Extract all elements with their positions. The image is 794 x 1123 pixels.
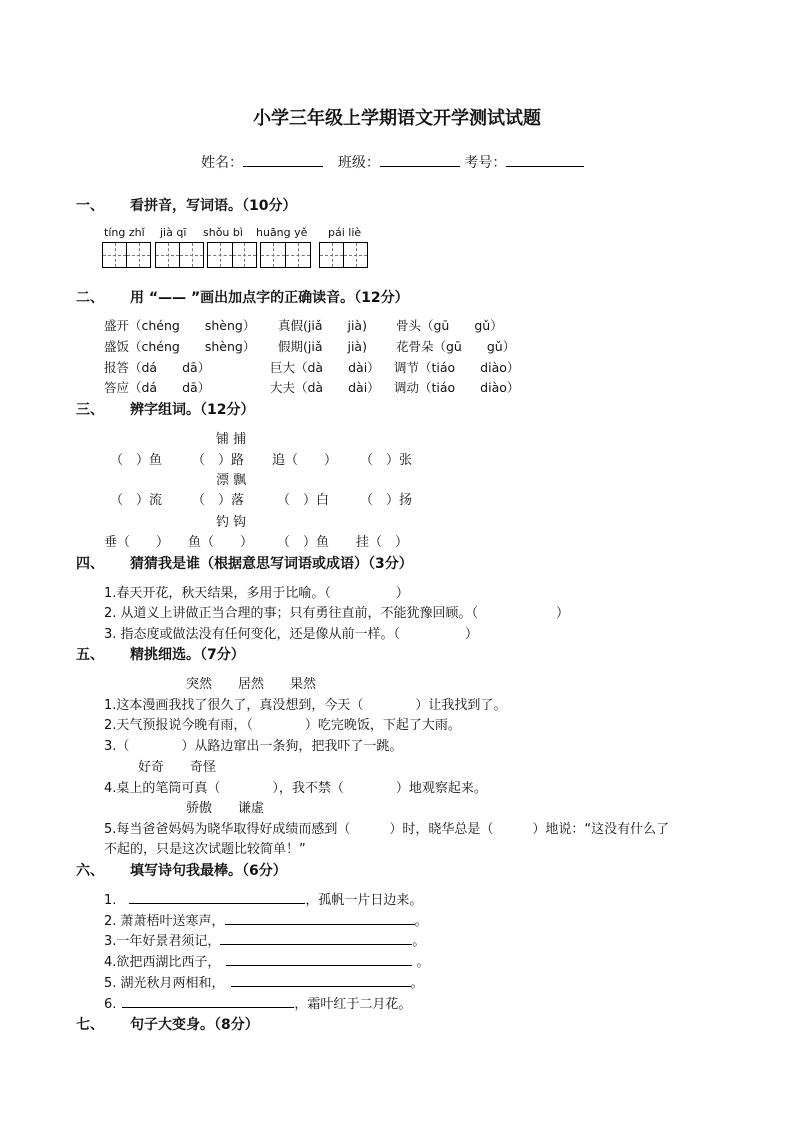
poem-blank[interactable]: [225, 911, 415, 925]
word-blank[interactable]: 追（ ）: [272, 453, 338, 468]
guess-item-3[interactable]: 3. 指态度或做法没有任何变化，还是像从前一样。（ ）: [104, 627, 479, 642]
reading-item[interactable]: 报答（dá dā）: [104, 360, 211, 375]
poem-item-1: 1. ，孤帆一片日边来。: [104, 889, 422, 908]
section-2-heading: [76, 287, 409, 307]
word-blank[interactable]: 垂（ ）: [104, 535, 170, 550]
char-pair-2: 漂 飘: [216, 473, 247, 488]
section-title: 填写诗句我最棒。（6分）: [130, 863, 287, 879]
reading-item[interactable]: 花骨朵（gū gǔ）: [396, 339, 516, 354]
section-number: 五、: [76, 647, 104, 663]
poem-item-4: 4.欲把西湖比西子， 。: [104, 951, 430, 970]
section-number: 二、: [76, 290, 104, 306]
guess-item-2[interactable]: 2. 从道义上讲做正当合理的事；只有勇往直前，不能犹豫回顾。（ ）: [104, 606, 570, 621]
class-blank[interactable]: [380, 152, 460, 167]
reading-item[interactable]: 假期(jiǎ jià): [278, 339, 367, 354]
reading-item[interactable]: 调节（tiáo diào）: [394, 360, 520, 375]
poem-item-6: 6. ，霜叶红于二月花。: [104, 993, 411, 1012]
choice-item-4[interactable]: 4.桌上的笔筒可真（ ），我不禁（ ）地观察起来。: [104, 781, 487, 796]
section-title: 用 “—— ”画出加点字的正确读音。（12分）: [130, 290, 409, 306]
section-6-heading: [76, 860, 287, 880]
reading-item[interactable]: 盛饭（chéng shèng）: [104, 339, 256, 354]
reading-item[interactable]: 真假(jiǎ jià): [278, 318, 367, 333]
reading-item[interactable]: 大夫（dà dài）: [270, 380, 380, 395]
choice-item-3[interactable]: 3.（ ）从路边窜出一条狗，把我吓了一跳。: [104, 739, 403, 754]
word-blank[interactable]: （ ）白: [277, 493, 330, 508]
reading-item[interactable]: 巨大（dà dài）: [270, 360, 380, 375]
section-7-heading: [76, 1014, 259, 1034]
tianzi-box-5[interactable]: [319, 242, 368, 268]
class-label: 班级：: [337, 155, 380, 171]
word-choices-1: 突然 居然 果然: [186, 677, 317, 692]
reading-item[interactable]: 调动（tiáo diào）: [394, 380, 520, 395]
choice-item-1[interactable]: 1.这本漫画我找了很久了，真没想到，今天（ ）让我找到了。: [104, 698, 507, 713]
reading-item[interactable]: 盛开（chéng shèng）: [104, 318, 256, 333]
exam-no-blank[interactable]: [506, 152, 584, 167]
word-blank[interactable]: 挂（ ）: [356, 535, 409, 550]
guess-item-1[interactable]: 1.春天开花，秋天结果，多用于比喻。（ ）: [104, 586, 409, 601]
choice-item-5[interactable]: 5.每当爸爸妈妈为晓华取得好成绩而感到（ ）时，晓华总是（ ）地说：“这没有什么了: [104, 822, 670, 837]
section-title: 辨字组词。（12分）: [130, 402, 255, 418]
word-choices-3: 骄傲 谦虚: [186, 801, 265, 816]
name-label: 姓名：: [201, 155, 243, 171]
section-number: 七、: [76, 1017, 104, 1033]
tianzi-box-3[interactable]: [207, 242, 257, 268]
word-blank[interactable]: （ ）流: [110, 493, 163, 508]
section-title: 看拼音，写词语。（10分）: [130, 198, 297, 214]
word-blank[interactable]: （ ）扬: [360, 493, 413, 508]
reading-item[interactable]: 骨头（gū gǔ）: [396, 318, 503, 333]
page-title: 小学三年级上学期语文开学测试试题: [253, 108, 541, 129]
word-blank[interactable]: （ ）张: [360, 453, 413, 468]
section-title: 猜猜我是谁（根据意思写词语或成语）（3分）: [130, 556, 413, 572]
word-blank[interactable]: （ ）鱼: [277, 535, 330, 550]
poem-item-5: 5. 湖光秋月两相和， 。: [104, 972, 424, 991]
poem-blank[interactable]: [220, 931, 412, 945]
char-pair-1: 铺 捕: [216, 432, 247, 447]
pinyin-2: jià qī: [160, 226, 187, 239]
pinyin-1: tíng zhǐ: [104, 226, 145, 239]
section-number: 一、: [76, 198, 104, 214]
section-1-heading: [76, 195, 296, 215]
pinyin-3: shǒu bì: [203, 226, 243, 239]
poem-blank[interactable]: [231, 973, 411, 987]
section-4-heading: [76, 553, 413, 573]
poem-blank[interactable]: [122, 994, 294, 1008]
tianzi-box-1[interactable]: [102, 242, 151, 268]
word-blank[interactable]: （ ）落: [192, 493, 245, 508]
poem-blank[interactable]: [129, 890, 305, 904]
reading-item[interactable]: 答应（dá dā）: [104, 380, 211, 395]
section-number: 四、: [76, 556, 104, 572]
pinyin-4: huāng yě: [256, 226, 308, 239]
student-info: [201, 152, 584, 172]
section-title: 句子大变身。（8分）: [130, 1017, 259, 1033]
word-blank[interactable]: （ ）路: [192, 453, 245, 468]
exam-no-label: 考号：: [464, 155, 507, 171]
section-5-heading: [76, 644, 245, 664]
poem-item-2: 2. 萧萧梧叶送寒声， 。: [104, 910, 428, 929]
word-blank[interactable]: （ ）鱼: [110, 453, 163, 468]
section-3-heading: [76, 399, 254, 419]
tianzi-box-2[interactable]: [155, 242, 204, 268]
name-blank[interactable]: [243, 152, 323, 167]
section-number: 三、: [76, 402, 104, 418]
char-pair-3: 钓 钩: [216, 515, 247, 530]
tianzi-box-4[interactable]: [260, 242, 311, 268]
section-number: 六、: [76, 863, 104, 879]
choice-item-2[interactable]: 2.天气预报说今晚有雨，（ ）吃完晚饭，下起了大雨。: [104, 718, 461, 733]
choice-item-5-cont: 不起的，只是这次试题比较简单！”: [104, 842, 306, 857]
word-choices-2: 好奇 奇怪: [138, 760, 217, 775]
poem-item-3: 3.一年好景君须记， 。: [104, 930, 425, 949]
section-title: 精挑细选。（7分）: [130, 647, 245, 663]
pinyin-5: pái liè: [328, 226, 362, 239]
poem-blank[interactable]: [226, 952, 412, 966]
word-blank[interactable]: 鱼（ ）: [188, 535, 254, 550]
